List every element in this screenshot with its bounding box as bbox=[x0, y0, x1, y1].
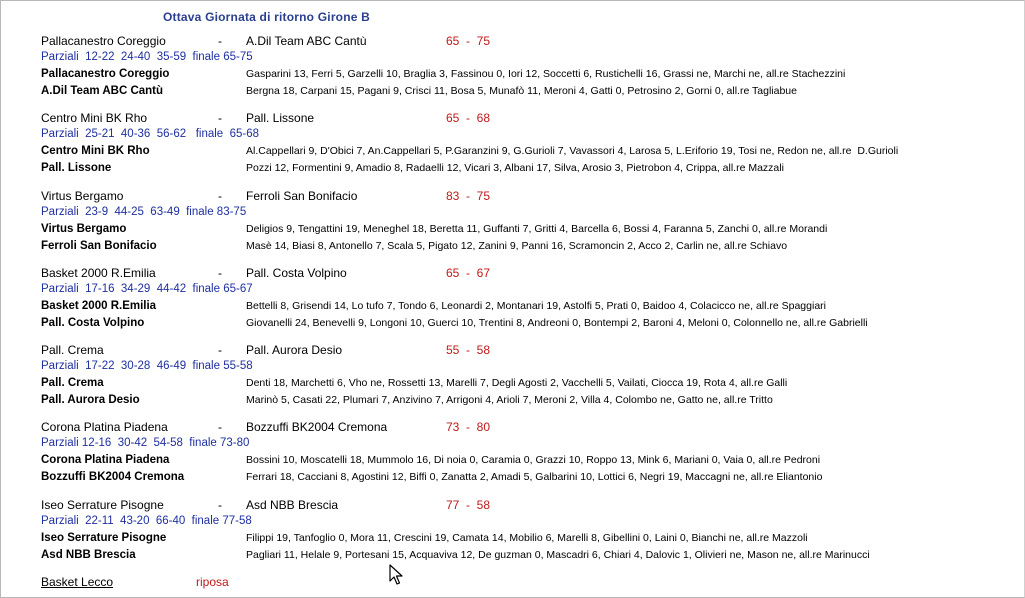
partial-scores: Parziali 23-9 44-25 63-49 finale 83-75 bbox=[41, 206, 247, 218]
partial-scores: Parziali 17-16 34-29 44-42 finale 65-67 bbox=[41, 283, 253, 295]
away-team: Pall. Lissone bbox=[246, 111, 315, 125]
home-team: Pallacanestro Coreggio bbox=[41, 34, 166, 48]
vs-dash: - bbox=[218, 34, 222, 48]
roster-team-name: Centro Mini BK Rho bbox=[41, 145, 150, 157]
vs-dash: - bbox=[218, 111, 222, 125]
roster-team-name: A.Dil Team ABC Cantù bbox=[41, 85, 164, 97]
final-score: 65 - 68 bbox=[446, 111, 491, 125]
roster-players: Pagliari 11, Helale 9, Portesani 15, Acquaviva 12, De guzman 0, Mascadri 6, Chiari 4, Dalovic 1, Olivieri ne, Mason ne, all.re Marinucci bbox=[246, 549, 870, 561]
roster-players: Marinò 5, Casati 22, Plumari 7, Anzivino 7, Arrigoni 4, Arioli 7, Meroni 2, Villa 4, Colombo ne, Gatto ne, all.re Tritto bbox=[246, 394, 773, 406]
away-team: Pall. Aurora Desio bbox=[246, 343, 343, 357]
home-team: Centro Mini BK Rho bbox=[41, 111, 148, 125]
roster-players: Al.Cappellari 9, D'Obici 7, An.Cappellari 5, P.Garanzini 9, G.Gurioli 7, Vavassori 4, Larosa 5, L.Eriforio 19, Tosi ne, Redon ne, all.re D.Gurioli bbox=[246, 145, 899, 157]
roster-team-name: Pall. Costa Volpino bbox=[41, 317, 145, 329]
roster-players: Ferrari 18, Cacciani 8, Agostini 12, Biffi 0, Zanatta 2, Amadi 5, Galbarini 10, Lottici 6, Negri 19, Maccagni ne, all.re Eliantonio bbox=[246, 471, 823, 483]
roster-players: Deligios 9, Tengattini 19, Meneghel 18, Beretta 11, Guffanti 7, Gritti 4, Barcella 6, Bossi 4, Faranna 5, Zanchi 0, all.re Morandi bbox=[246, 223, 828, 235]
roster-team-name: Bozzuffi BK2004 Cremona bbox=[41, 471, 185, 483]
match-block bbox=[0, 498, 1025, 578]
final-score: 65 - 75 bbox=[446, 34, 491, 48]
match-block bbox=[0, 266, 1025, 346]
final-score: 83 - 75 bbox=[446, 189, 491, 203]
match-block bbox=[0, 189, 1025, 269]
vs-dash: - bbox=[218, 343, 222, 357]
mouse-cursor-icon bbox=[389, 564, 403, 586]
roster-team-name: Basket 2000 R.Emilia bbox=[41, 300, 157, 312]
roster-players: Denti 18, Marchetti 6, Vho ne, Rossetti 13, Marelli 7, Degli Agosti 2, Vacchelli 5, Vailati, Ciocca 19, Rota 4, all.re Galli bbox=[246, 377, 788, 389]
roster-team-name: Asd NBB Brescia bbox=[41, 549, 136, 561]
match-block bbox=[0, 420, 1025, 500]
partial-scores: Parziali 17-22 30-28 46-49 finale 55-58 bbox=[41, 360, 253, 372]
roster-players: Giovanelli 24, Benevelli 9, Longoni 10, Guerci 10, Trentini 8, Andreoni 0, Bontempi 2, Baroni 4, Meloni 0, Colonnello ne, all.re Gabrielli bbox=[246, 317, 868, 329]
roster-players: Bergna 18, Carpani 15, Pagani 9, Crisci 11, Bosa 5, Munafò 11, Meroni 4, Gatti 0, Petrosino 2, Gorni 0, all.re Tagliabue bbox=[246, 85, 797, 97]
away-team: Pall. Costa Volpino bbox=[246, 266, 347, 280]
roster-players: Masè 14, Biasi 8, Antonello 7, Scala 5, Pigato 12, Zanini 9, Panni 16, Scramoncin 2, Acco 2, Carlin ne, all.re Schiavo bbox=[246, 240, 788, 252]
roster-team-name: Pallacanestro Coreggio bbox=[41, 68, 170, 80]
roster-players: Gasparini 13, Ferri 5, Garzelli 10, Braglia 3, Fassinou 0, Iori 12, Soccetti 6, Rustichelli 16, Grassi ne, Marchi ne, all.re Stachezzini bbox=[246, 68, 846, 80]
rest-label: riposa bbox=[196, 575, 229, 589]
home-team: Corona Platina Piadena bbox=[41, 420, 168, 434]
home-team: Pall. Crema bbox=[41, 343, 104, 357]
roster-team-name: Pall. Aurora Desio bbox=[41, 394, 140, 406]
rest-team-link[interactable]: Basket Lecco bbox=[41, 575, 114, 589]
roster-team-name: Ferroli San Bonifacio bbox=[41, 240, 157, 252]
roster-team-name: Pall. Lissone bbox=[41, 162, 112, 174]
partial-scores: Parziali 12-22 24-40 35-59 finale 65-75 bbox=[41, 51, 253, 63]
match-block bbox=[0, 111, 1025, 191]
away-team: A.Dil Team ABC Cantù bbox=[246, 34, 367, 48]
page-title: Ottava Giornata di ritorno Girone B bbox=[163, 10, 371, 24]
roster-team-name: Iseo Serrature Pisogne bbox=[41, 532, 167, 544]
home-team: Virtus Bergamo bbox=[41, 189, 124, 203]
final-score: 73 - 80 bbox=[446, 420, 491, 434]
away-team: Asd NBB Brescia bbox=[246, 498, 339, 512]
match-block bbox=[0, 343, 1025, 423]
away-team: Bozzuffi BK2004 Cremona bbox=[246, 420, 388, 434]
vs-dash: - bbox=[218, 420, 222, 434]
home-team: Iseo Serrature Pisogne bbox=[41, 498, 164, 512]
partial-scores: Parziali 22-11 43-20 66-40 finale 77-58 bbox=[41, 515, 252, 527]
away-team: Ferroli San Bonifacio bbox=[246, 189, 358, 203]
roster-team-name: Corona Platina Piadena bbox=[41, 454, 170, 466]
roster-team-name: Pall. Crema bbox=[41, 377, 104, 389]
home-team: Basket 2000 R.Emilia bbox=[41, 266, 156, 280]
final-score: 55 - 58 bbox=[446, 343, 491, 357]
roster-players: Bettelli 8, Grisendi 14, Lo tufo 7, Tondo 6, Leonardi 2, Montanari 19, Astolfi 5, Prati 0, Baidoo 4, Colacicco ne, all.re Spaggiari bbox=[246, 300, 826, 312]
vs-dash: - bbox=[218, 498, 222, 512]
roster-players: Pozzi 12, Formentini 9, Amadio 8, Radaelli 12, Vicari 3, Albani 17, Silva, Arosio 3, Pietrobon 4, Crippa, all.re Mazzali bbox=[246, 162, 784, 174]
roster-players: Filippi 19, Tanfoglio 0, Mora 11, Crescini 19, Camata 14, Mobilio 6, Marelli 8, Gibellini 0, Laini 0, Bianchi ne, all.re Mazzoli bbox=[246, 532, 808, 544]
roster-team-name: Virtus Bergamo bbox=[41, 223, 127, 235]
vs-dash: - bbox=[218, 266, 222, 280]
final-score: 77 - 58 bbox=[446, 498, 491, 512]
roster-players: Bossini 10, Moscatelli 18, Mummolo 16, Di noia 0, Caramia 0, Grazzi 10, Roppo 13, Mink 6, Mariani 0, Vaia 0, all.re Pedroni bbox=[246, 454, 821, 466]
partial-scores: Parziali 12-16 30-42 54-58 finale 73-80 bbox=[41, 437, 250, 449]
vs-dash: - bbox=[218, 189, 222, 203]
partial-scores: Parziali 25-21 40-36 56-62 finale 65-68 bbox=[41, 128, 259, 140]
final-score: 65 - 67 bbox=[446, 266, 491, 280]
match-block bbox=[0, 34, 1025, 114]
